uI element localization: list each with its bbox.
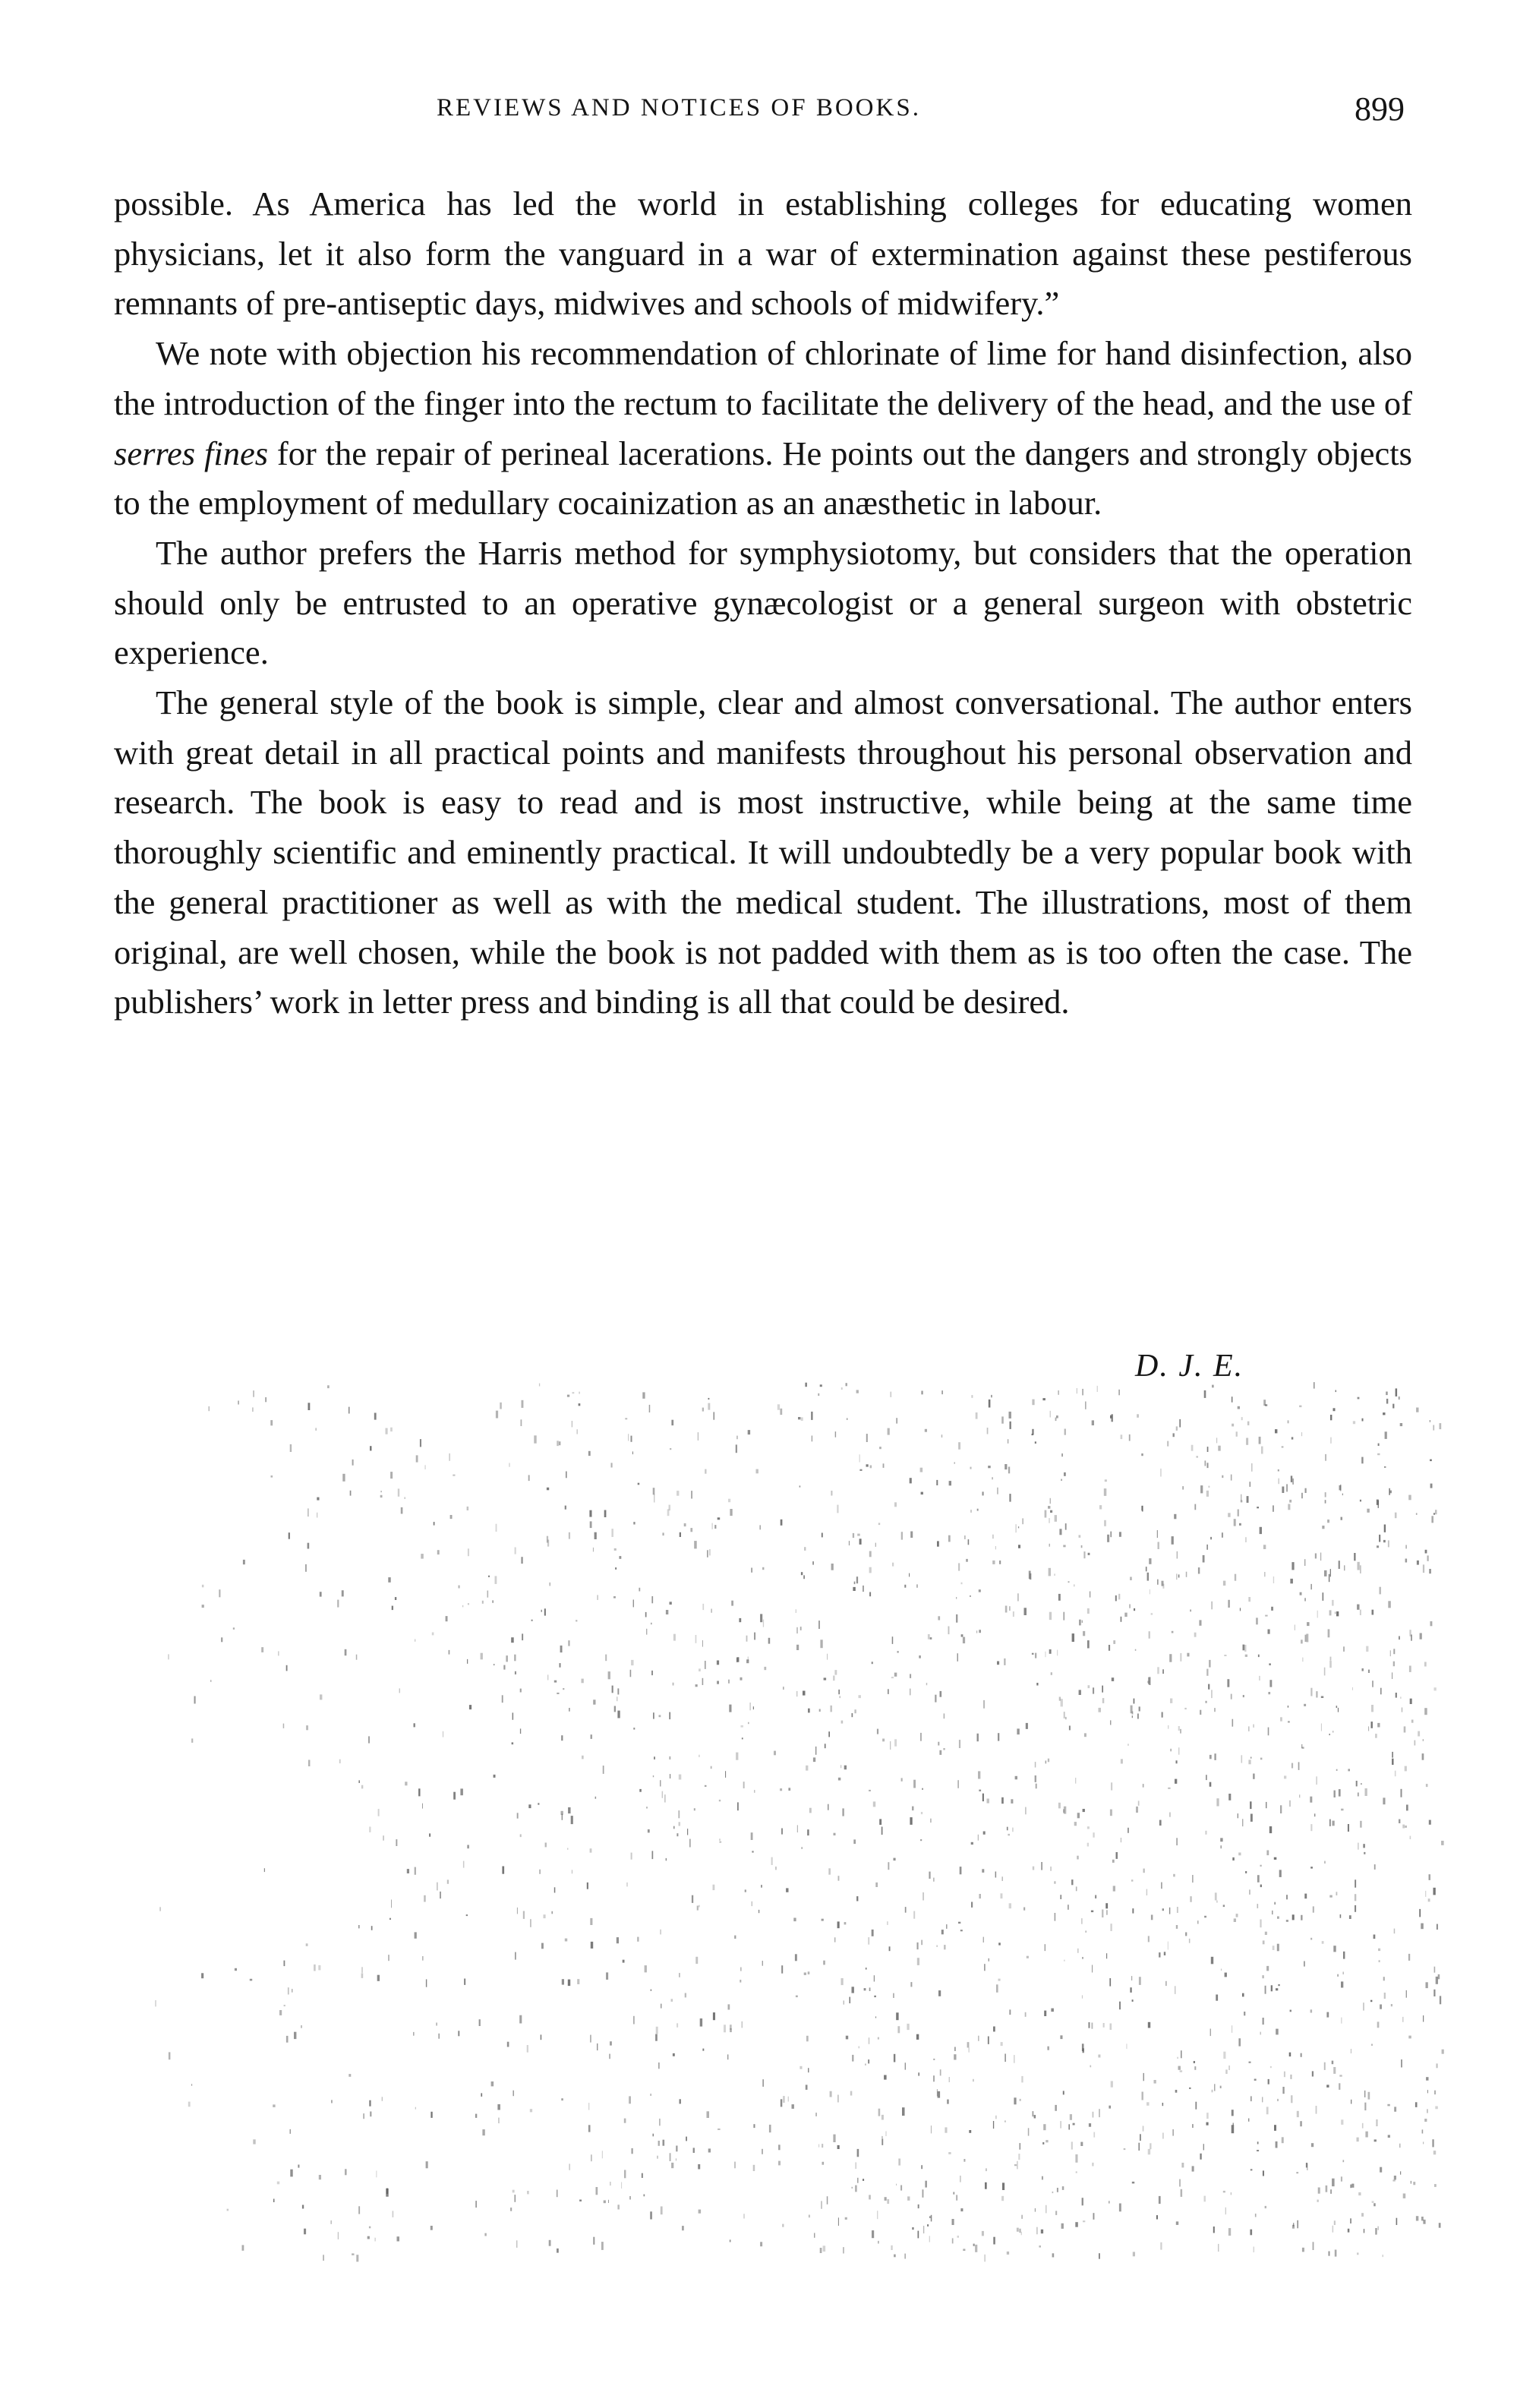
paragraph-objections	[114, 329, 1412, 529]
paragraph-general-style	[114, 678, 1412, 1027]
paragraph-text: We note with objection his recommendation of chlorinate of lime for hand disinfection, also the introduction of the finger into the rectum to facilitate the delivery of the head, and the use of	[114, 334, 1412, 422]
paragraph-text: The author prefers the Harris method for symphysiotomy, but considers that the operation should only be entrusted to an operative gynæcologist or a general surgeon with obstetric experience.	[114, 533, 1412, 672]
running-title: REVIEWS AND NOTICES OF BOOKS.	[437, 94, 921, 122]
page-number: 899	[1355, 90, 1405, 128]
review-body	[114, 179, 1412, 1027]
paragraph-text: The general style of the book is simple, clear and almost conversational. The author enters with great detail in all practical points and manifests throughout his personal observation and research. The book is easy to read and is most instructive, while being at the same time thoroughly scientific and eminently practical. It will undoubtedly be a very popular book with the general practitioner as well as with the medical student. The illustrations, most of them original, are well chosen, while the book is not padded with them as is too often the case. The publishers’ work in letter press and binding is all that could be desired.	[114, 683, 1412, 1021]
italic-term: serres fines	[114, 434, 269, 472]
paragraph-text: for the repair of perineal lacerations. He points out the dangers and strongly objects to the employment of medullary cocainization as an anæsthetic in labour.	[114, 434, 1412, 522]
running-head	[114, 90, 1405, 135]
paragraph-continued	[114, 179, 1412, 329]
paragraph-text: possible. As America has led the world in establishing colleges for educating women physicians, let it also form the vanguard in a war of extermination against these pestiferous remnants of pre-antiseptic days, midwives and schools of midwifery.”	[114, 185, 1412, 323]
reviewer-signature: D. J. E.	[1135, 1349, 1244, 1384]
paragraph-symphysiotomy	[114, 529, 1412, 678]
